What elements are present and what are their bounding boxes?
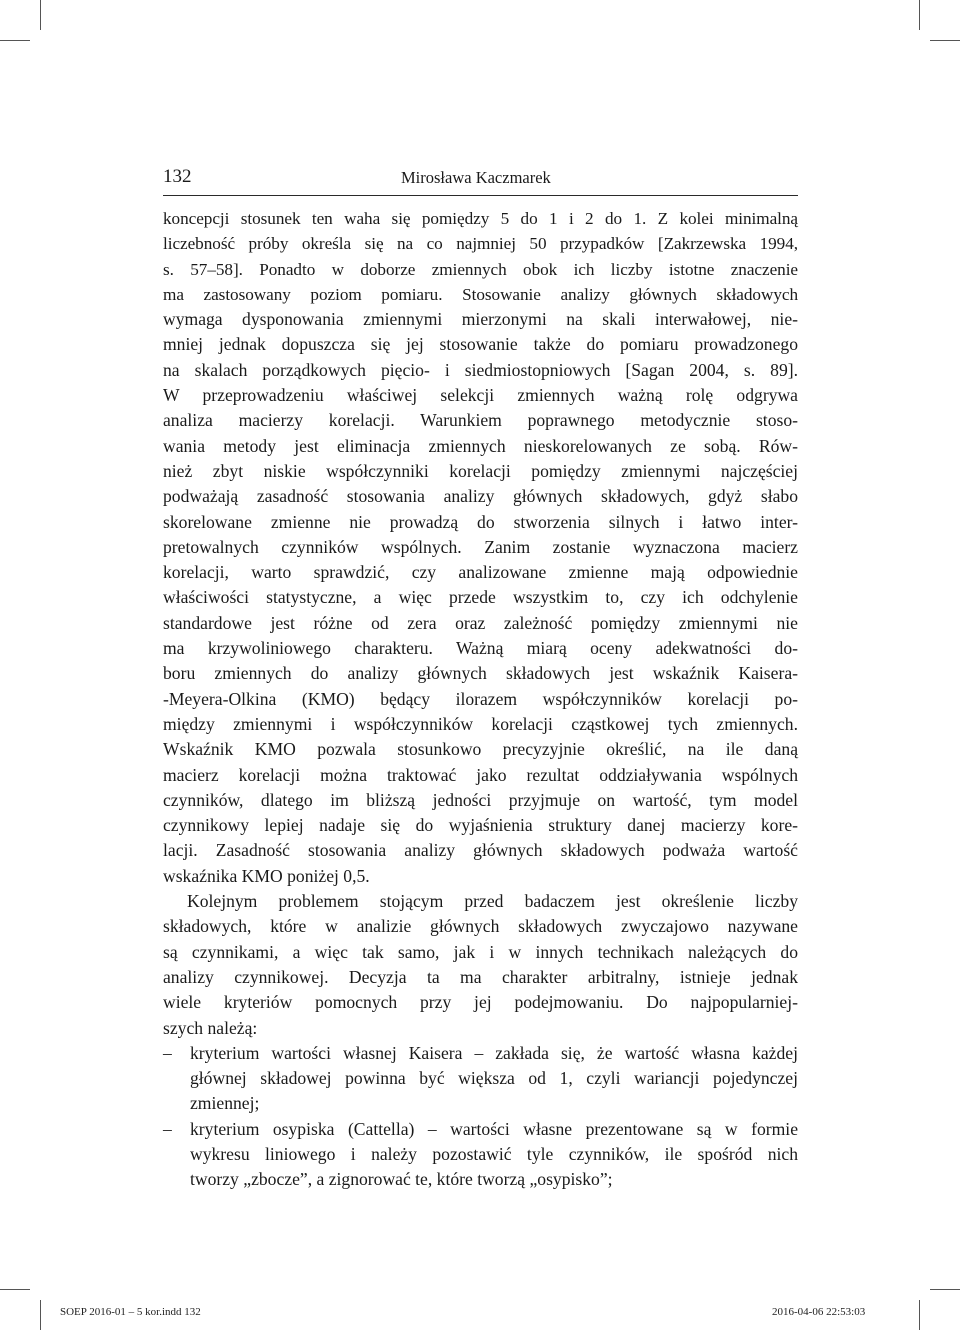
text-line: analiza macierzy korelacji. Warunkiem poprawnego metodycznie stoso- <box>163 410 798 431</box>
text-line: W przeprowadzeniu właściwej selekcji zmiennych ważną rolę odgrywa <box>163 385 798 406</box>
text-line: czynników, dlatego im bliższą jedności przyjmuje on wartość, tym model <box>163 789 798 810</box>
text-line: wymaga dysponowania zmiennymi mierzonymi na skali interwałowej, nie- <box>163 309 798 330</box>
text-line: mniej jednak dopuszcza się jej stosowanie także do pomiaru prowadzonego <box>163 334 798 355</box>
text-fragment: ma zastosowany poziom pomiaru. <box>163 284 443 304</box>
text-line: analizy czynnikowej. Decyzja ta ma charakter arbitralny, istnieje jednak <box>163 966 798 987</box>
text-line: boru zmiennych do analizy głównych składowych jest wskaźnik Kaisera- <box>163 663 798 684</box>
header-rule <box>163 195 798 196</box>
text-line: koncepcji stosunek ten waha się pomiędzy 5 do 1 i 2 do 1. Z kolei minimalną <box>163 209 798 228</box>
crop-mark <box>40 0 41 30</box>
crop-mark <box>40 1300 41 1330</box>
list-item <box>163 1117 798 1142</box>
list-dash: – <box>163 1118 172 1139</box>
list-item-continuation: wykresu liniowego i należy pozostawić tyle czynników, ile spośród nich <box>190 1143 798 1164</box>
list-item-text: kryterium osypiska (Cattella) – wartości własne prezentowane są w formie <box>190 1118 798 1139</box>
crop-mark <box>0 1289 30 1290</box>
list-item-continuation: tworzy „zbocze”, a zignorować te, które tworzą „osypisko”; <box>190 1169 613 1190</box>
page-number: 132 <box>163 166 192 187</box>
crop-mark <box>930 40 960 41</box>
list-item <box>163 1041 798 1066</box>
text-line-indented: Kolejnym problemem stojącym przed badaczem jest określenie liczby <box>187 891 798 912</box>
page-header <box>163 166 798 192</box>
text-line: czynnikowy lepiej nadaje się do wyjaśnienia struktury danej macierzy kore- <box>163 815 798 836</box>
text-line: liczebność próby określa się na co najmniej 50 przypadków [Zakrzewska 1994, <box>163 234 798 254</box>
text-line: podważają zasadność stosowania analizy głównych składowych, gdyż słabo <box>163 486 798 507</box>
text-line: wiele kryteriów pomocnych przy jej podejmowaniu. Do najpopularniej- <box>163 992 798 1013</box>
text-line: ma krzywoliniowego charakteru. Ważną miarą oceny adekwatności do- <box>163 638 798 659</box>
list-dash: – <box>163 1042 172 1063</box>
text-line: -Meyera-Olkina (KMO) będący ilorazem współczynników korelacji po- <box>163 688 798 709</box>
text-line: macierz korelacji można traktować jako rezultat oddziaływania wspólnych <box>163 764 798 785</box>
text-line: wskaźnika KMO poniżej 0,5. <box>163 865 370 886</box>
print-slug-file: SOEP 2016-01 – 5 kor.indd 132 <box>60 1306 201 1318</box>
crop-mark <box>930 1289 960 1290</box>
text-line: pretowalnych czynników wspólnych. Zanim zostanie wyznaczona macierz <box>163 536 798 557</box>
text-line: nież zbyt niskie współczynniki korelacji pomiędzy zmiennymi najczęściej <box>163 460 798 481</box>
text-line: skorelowane zmienne nie prowadzą do stworzenia silnych i łatwo inter- <box>163 511 798 532</box>
crop-mark <box>0 40 30 41</box>
text-line: Wskaźnik KMO pozwala stosunkowo precyzyjnie określić, na ile daną <box>163 739 798 760</box>
text-line: na skalach porządkowych pięcio- i siedmiostopniowych [Sagan 2004, s. 89]. <box>163 359 798 380</box>
text-line: składowych, które w analizie głównych składowych zwyczajowo nazywane <box>163 916 798 937</box>
text-line: właściwości statystyczne, a więc przede wszystkim to, czy ich odchylenie <box>163 587 798 608</box>
text-line: lacji. Zasadność stosowania analizy głównych składowych podważa wartość <box>163 840 798 861</box>
text-line <box>163 282 798 307</box>
text-line: korelacji, warto sprawdzić, czy analizowane zmienne mają odpowiednie <box>163 562 798 583</box>
crop-mark <box>919 1300 920 1330</box>
list-item-continuation: głównej składowej powinna być większa od 1, czyli wariancji pojedynczej <box>190 1068 798 1089</box>
list-item-continuation: zmiennej; <box>190 1093 260 1114</box>
text-fragment: Stosowanie analizy głównych składowych <box>462 284 798 304</box>
list-item-text: kryterium wartości własnej Kaisera – zakłada się, że wartość własna każdej <box>190 1042 798 1063</box>
text-line: standardowe jest różne od zera oraz zależność pomiędzy zmiennymi nie <box>163 612 798 633</box>
text-line: między zmiennymi i współczynników korelacji cząstkowej tych zmiennych. <box>163 713 798 734</box>
text-line: wania metody jest eliminacja zmiennych nieskorelowanych ze sobą. Rów- <box>163 435 798 456</box>
running-head-author: Mirosława Kaczmarek <box>401 168 551 187</box>
print-slug-datetime: 2016-04-06 22:53:03 <box>772 1306 866 1318</box>
text-line: s. 57–58]. Ponadto w doborze zmiennych obok ich liczby istotne znaczenie <box>163 259 798 279</box>
body-text <box>163 206 798 1193</box>
text-line: szych należą: <box>163 1017 258 1038</box>
text-line: są czynnikami, a więc tak samo, jak i w innych technikach należących do <box>163 941 798 962</box>
crop-mark <box>919 0 920 30</box>
